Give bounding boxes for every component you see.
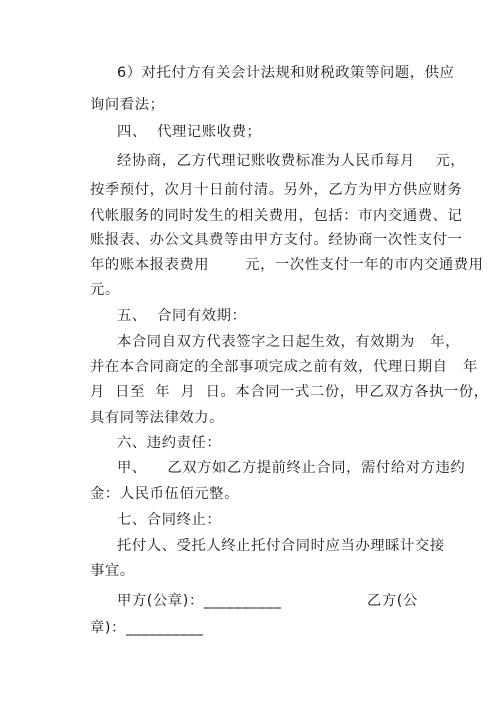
clause-line: 甲、 乙双方如乙方提前终止合同，需付给对方违约 (117, 460, 466, 476)
clause-line: 事宜。 (90, 563, 135, 579)
section-heading-breach: 六、违约责任： (117, 435, 222, 451)
clause-line: 本合同自双方代表签字之日起生效，有效期为 年， (117, 334, 461, 350)
clause-line: 询问看法； (90, 97, 165, 113)
section-heading-validity: 五、 合同有效期： (117, 308, 247, 324)
clause-line: 按季预付，次月十日前付清。另外，乙方为甲方供应财务 (90, 182, 463, 198)
clause-line: 金：人民币伍佰元整。 (90, 486, 239, 502)
clause-line: 6）对托付方有关会计法规和财税政策等问题，供应 (117, 65, 455, 81)
clause-line: 元。 (90, 282, 120, 298)
party-b-seal-field: 乙方(公 (367, 593, 418, 609)
clause-line: 年的账本报表费用 元，一次性支付一年的市内交通费用 (90, 257, 484, 273)
section-heading-termination: 七、合同终止： (117, 512, 222, 528)
party-b-seal-field-continued: 章)：__________ (90, 620, 204, 636)
clause-line: 并在本合同商定的全部事项完成之前有效，代理日期自 年 (90, 359, 478, 375)
clause-line: 托付人、受托人终止托付合同时应当办理睬计交接 (117, 538, 445, 554)
section-heading-fee: 四、 代理记账收费； (117, 124, 262, 140)
clause-line: 具有同等法律效力。 (90, 410, 225, 426)
clause-line: 账报表、办公文具费等由甲方支付。经协商一次性支付一 (90, 232, 463, 248)
clause-line: 代帐服务的同时发生的相关费用，包括：市内交通费、记 (90, 208, 463, 224)
clause-line: 经协商，乙方代理记账收费标准为人民币每月 元， (117, 153, 466, 169)
party-a-seal-field: 甲方(公章)：__________ (117, 593, 282, 609)
clause-line: 月 日至 年 月 日。本合同一式二份，甲乙双方各执一份， (90, 384, 489, 400)
